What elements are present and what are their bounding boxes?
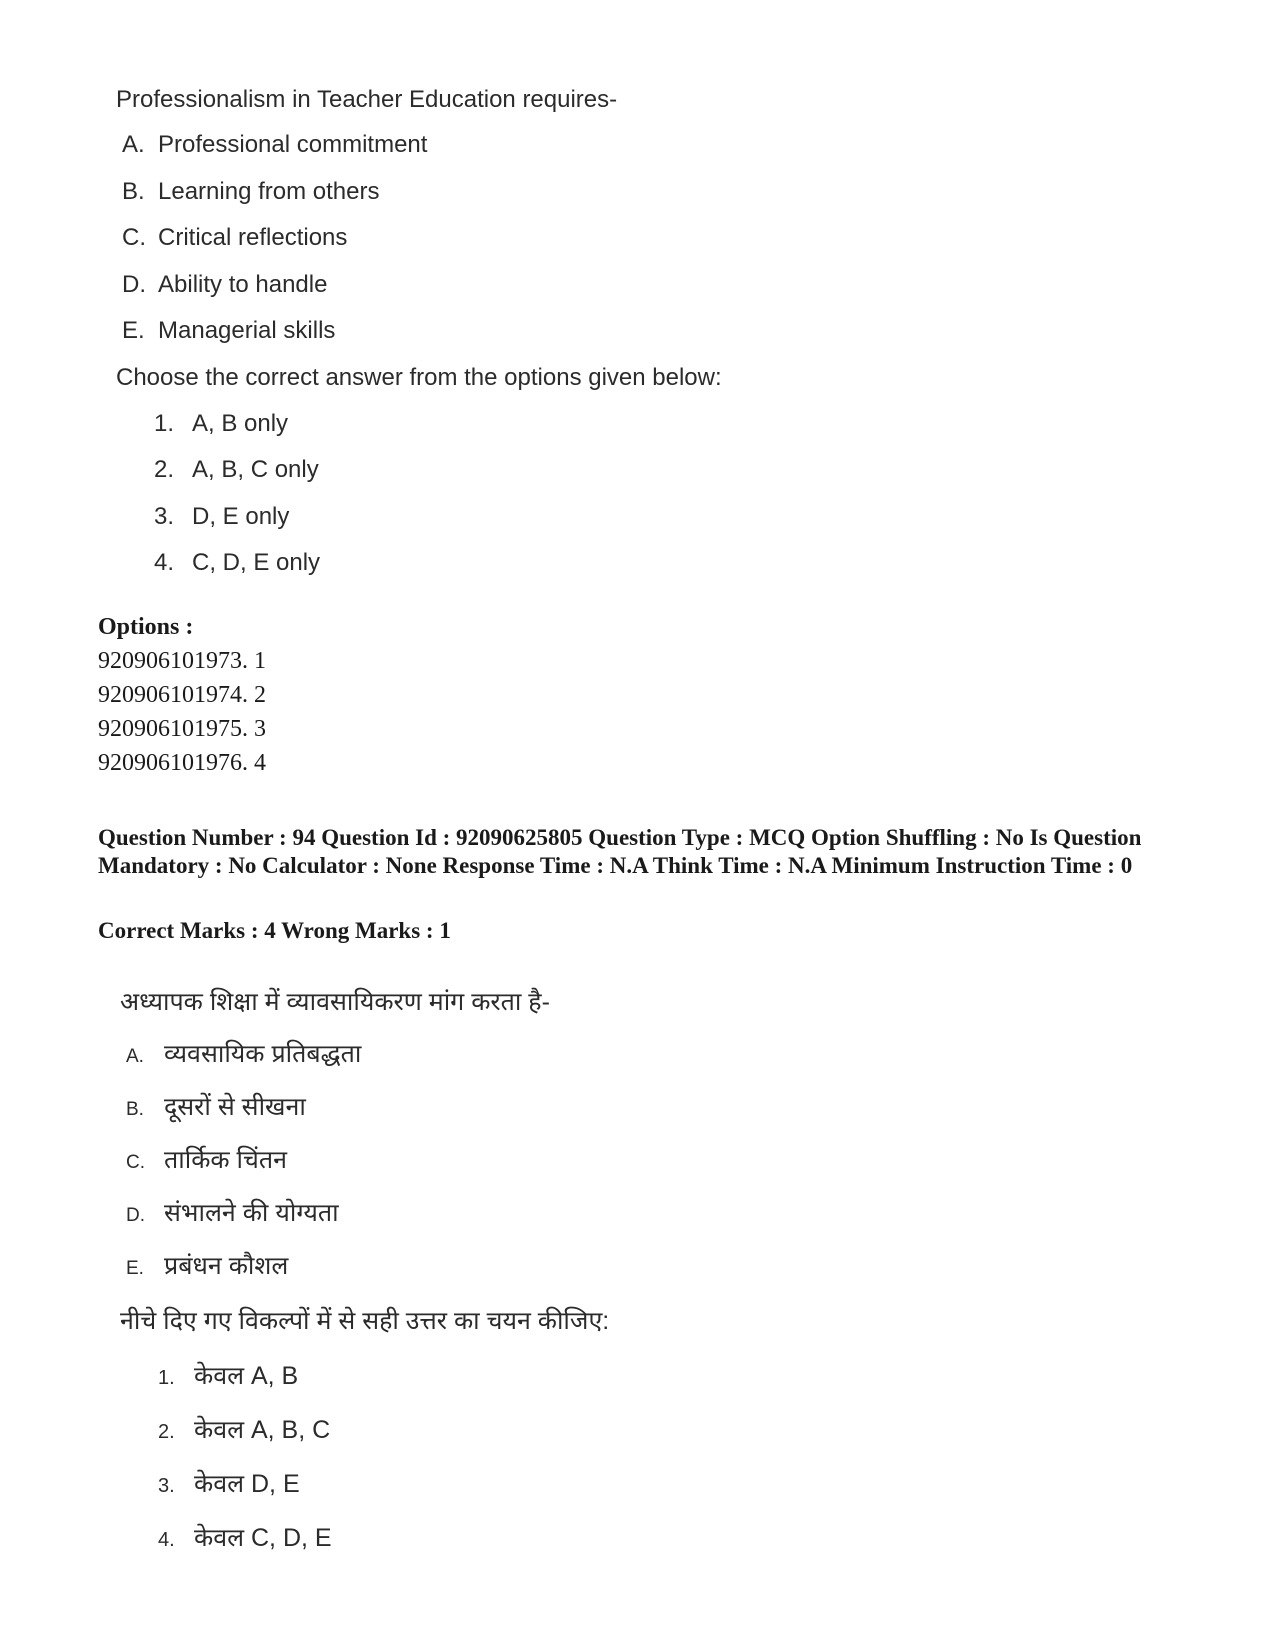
statement-text: संभालने की योग्यता bbox=[164, 1199, 339, 1227]
options-list bbox=[98, 610, 266, 780]
answer-text: D, E only bbox=[192, 502, 290, 530]
option-item: 920906101975. 3 bbox=[98, 716, 266, 742]
statement-text: तार्किक चिंतन bbox=[164, 1146, 288, 1174]
answer-number: 3. bbox=[158, 1475, 175, 1497]
statement-text: Managerial skills bbox=[158, 317, 336, 344]
statement-d bbox=[116, 262, 876, 309]
answer-choice-3 bbox=[120, 1457, 880, 1511]
answer-choice-2 bbox=[116, 447, 876, 494]
statement-text: व्यवसायिक प्रतिबद्धता bbox=[164, 1040, 362, 1068]
answer-number: 2. bbox=[158, 1421, 175, 1443]
statement-letter: C. bbox=[122, 224, 146, 251]
option-item: 920906101976. 4 bbox=[98, 750, 266, 776]
statement-letter: E. bbox=[126, 1258, 144, 1279]
answer-choice-1 bbox=[116, 401, 876, 448]
statement-c bbox=[116, 215, 876, 262]
statement-b bbox=[120, 1081, 880, 1134]
statement-text: Ability to handle bbox=[158, 270, 328, 298]
answer-number: 3. bbox=[154, 502, 175, 530]
statement-a bbox=[116, 122, 876, 169]
choose-instruction: Choose the correct answer from the options given below: bbox=[116, 363, 722, 391]
option-item: 920906101974. 2 bbox=[98, 682, 266, 708]
options-heading: Options : bbox=[98, 614, 194, 640]
statement-letter: A. bbox=[122, 131, 145, 158]
statement-letter: B. bbox=[122, 177, 145, 205]
question-marks: Correct Marks : 4 Wrong Marks : 1 bbox=[98, 918, 451, 943]
question-image-hindi bbox=[120, 976, 880, 1565]
answer-text: केवल A, B bbox=[194, 1362, 299, 1390]
answer-text: C, D, E only bbox=[192, 549, 321, 576]
answer-choice-4 bbox=[116, 540, 876, 587]
answer-number: 4. bbox=[158, 1529, 175, 1551]
statement-letter: D. bbox=[122, 270, 146, 298]
statement-e bbox=[116, 308, 876, 355]
answer-number: 2. bbox=[154, 456, 175, 483]
option-item: 920906101973. 1 bbox=[98, 648, 266, 674]
statement-c bbox=[120, 1134, 880, 1187]
choose-instruction: नीचे दिए गए विकल्पों में से सही उत्तर का चयन कीजिए: bbox=[120, 1307, 610, 1335]
statement-b bbox=[116, 169, 876, 216]
statement-e bbox=[120, 1240, 880, 1293]
statement-text: Learning from others bbox=[158, 177, 380, 205]
statement-a bbox=[120, 1028, 880, 1081]
answer-text: A, B only bbox=[192, 409, 289, 437]
answer-text: A, B, C only bbox=[192, 456, 319, 483]
statement-text: Critical reflections bbox=[158, 224, 348, 251]
answer-number: 1. bbox=[154, 409, 175, 437]
answer-choice-3 bbox=[116, 494, 876, 541]
statement-letter: D. bbox=[126, 1205, 145, 1226]
statement-d bbox=[120, 1187, 880, 1240]
statement-text: प्रबंधन कौशल bbox=[164, 1252, 289, 1280]
statement-text: Professional commitment bbox=[158, 131, 428, 158]
answer-choice-1 bbox=[120, 1349, 880, 1403]
question-stem: अध्यापक शिक्षा में व्यावसायिकरण मांग करता है- bbox=[120, 988, 550, 1016]
answer-choice-4 bbox=[120, 1511, 880, 1565]
question-image-english bbox=[116, 78, 876, 587]
statement-letter: A. bbox=[126, 1046, 144, 1067]
statement-text: दूसरों से सीखना bbox=[164, 1093, 306, 1121]
answer-number: 1. bbox=[158, 1367, 175, 1389]
answer-text: केवल D, E bbox=[194, 1470, 300, 1498]
question-stem: Professionalism in Teacher Education requires- bbox=[116, 86, 618, 113]
answer-text: केवल C, D, E bbox=[194, 1524, 332, 1552]
answer-number: 4. bbox=[154, 549, 175, 576]
answer-choice-2 bbox=[120, 1403, 880, 1457]
answer-text: केवल A, B, C bbox=[194, 1416, 331, 1444]
statement-letter: B. bbox=[126, 1099, 144, 1120]
statement-letter: C. bbox=[126, 1152, 145, 1173]
statement-letter: E. bbox=[122, 317, 145, 344]
question-meta: Question Number : 94 Question Id : 92090625805 Question Type : MCQ Option Shuffling : No Is Question Mandatory : No Calculator : None Response Time : N.A Think Time : N.A Minimum Instruction Time : 0 bbox=[98, 825, 1142, 878]
